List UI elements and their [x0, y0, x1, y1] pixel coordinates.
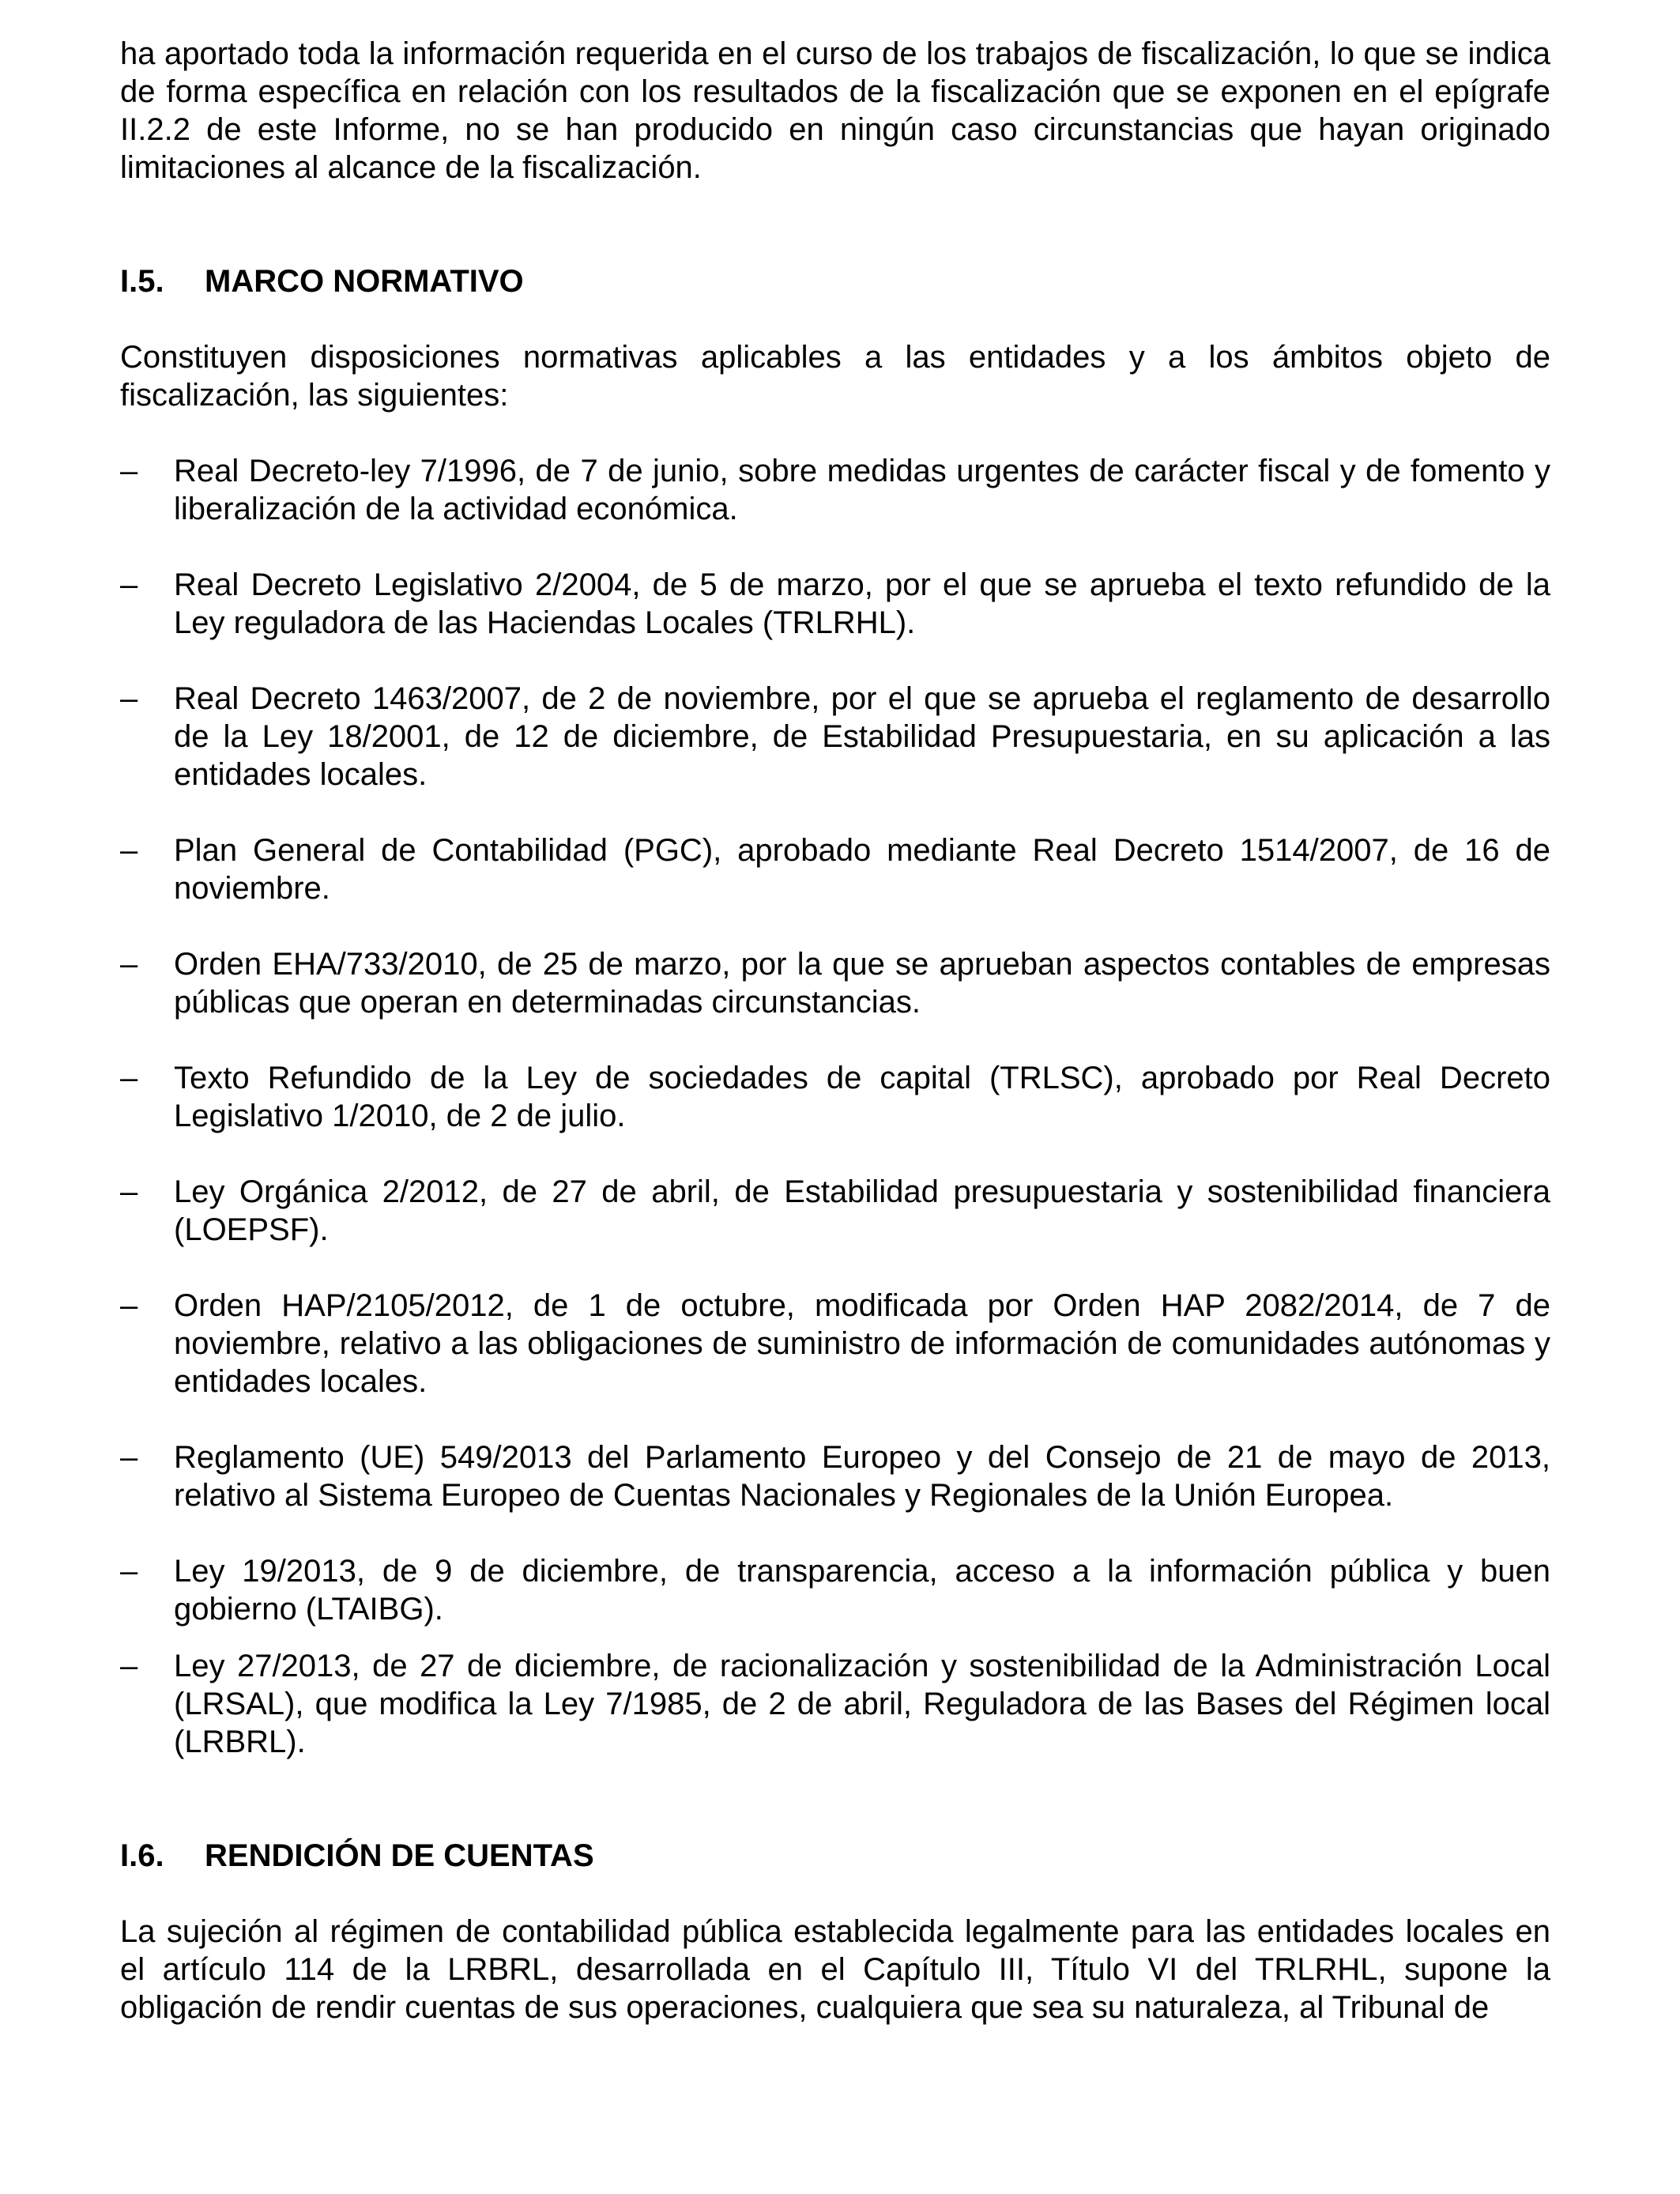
marco-lead-paragraph: Constituyen disposiciones normativas aplicables a las entidades y a los ámbitos objeto de fiscalización, las siguientes: [120, 340, 1550, 413]
dash-bullet: – [120, 833, 138, 868]
list-item [120, 945, 1550, 1021]
dash-bullet: – [120, 681, 138, 716]
intro-paragraph: ha aportado toda la información requerida en el curso de los trabajos de fiscalización, lo que se indica de forma específica en relación con los resultados de la fiscalización que se exponen en el epígrafe II.2.2 de este Informe, no se han producido en ningún caso circunstancias que hayan originado limitaciones al alcance de la fiscalización. [120, 36, 1550, 185]
section-heading-marco-normativo [120, 262, 1550, 300]
section-title: RENDICIÓN DE CUENTAS [205, 1838, 594, 1873]
list-item-text: Real Decreto-ley 7/1996, de 7 de junio, sobre medidas urgentes de carácter fiscal y de fomento y liberalización de la actividad económica. [174, 454, 1550, 526]
dash-bullet: – [120, 454, 138, 488]
list-item [120, 1438, 1550, 1514]
dash-bullet: – [120, 1061, 138, 1095]
dash-bullet: – [120, 1649, 138, 1683]
section-number: I.6. [120, 1838, 164, 1873]
list-item-text: Orden HAP/2105/2012, de 1 de octubre, modificada por Orden HAP 2082/2014, de 7 de noviembre, relativo a las obligaciones de suministro de información de comunidades autónomas y entidades locales. [174, 1288, 1550, 1399]
list-item-text: Plan General de Contabilidad (PGC), aprobado mediante Real Decreto 1514/2007, de 16 de noviembre. [174, 833, 1550, 906]
dash-bullet: – [120, 1440, 138, 1475]
list-item [120, 452, 1550, 528]
dash-bullet: – [120, 1288, 138, 1323]
dash-bullet: – [120, 1174, 138, 1209]
list-item-text: Real Decreto 1463/2007, de 2 de noviembre, por el que se aprueba el reglamento de desarrollo de la Ley 18/2001, de 12 de diciembre, de Estabilidad Presupuestaria, en su aplicación a las entidades locales. [174, 681, 1550, 792]
section-heading-rendicion-de-cuentas [120, 1837, 1550, 1875]
list-item-text: Ley 19/2013, de 9 de diciembre, de transparencia, acceso a la información pública y buen gobierno (LTAIBG). [174, 1554, 1550, 1627]
rendicion-paragraph: La sujeción al régimen de contabilidad pública establecida legalmente para las entidades locales en el artículo 114 de la LRBRL, desarrollada en el Capítulo III, Título VI del TRLRHL, supone la obligación de rendir cuentas de sus operaciones, cualquiera que sea su naturaleza, al Tribunal de [120, 1914, 1550, 2025]
list-item-text: Texto Refundido de la Ley de sociedades de capital (TRLSC), aprobado por Real Decreto Legislativo 1/2010, de 2 de julio. [174, 1061, 1550, 1133]
list-item [120, 1173, 1550, 1249]
dash-bullet: – [120, 1554, 138, 1589]
list-item-text: Ley 27/2013, de 27 de diciembre, de racionalización y sostenibilidad de la Administración Local (LRSAL), que modifica la Ley 7/1985, de 2 de abril, Reguladora de las Bases del Régimen local (LRBRL). [174, 1649, 1550, 1759]
dash-bullet: – [120, 567, 138, 602]
section-number: I.5. [120, 264, 164, 299]
list-item [120, 1059, 1550, 1135]
document-page [120, 35, 1550, 2026]
list-item [120, 680, 1550, 794]
list-item-text: Orden EHA/733/2010, de 25 de marzo, por la que se aprueban aspectos contables de empresas públicas que operan en determinadas circunstancias. [174, 947, 1550, 1020]
list-item [120, 1287, 1550, 1400]
section-title: MARCO NORMATIVO [205, 264, 524, 299]
list-item [120, 831, 1550, 907]
list-item-text: Ley Orgánica 2/2012, de 27 de abril, de Estabilidad presupuestaria y sostenibilidad financiera (LOEPSF). [174, 1174, 1550, 1247]
list-item-text: Reglamento (UE) 549/2013 del Parlamento Europeo y del Consejo de 21 de mayo de 2013, relativo al Sistema Europeo de Cuentas Nacionales y Regionales de la Unión Europea. [174, 1440, 1550, 1513]
normative-list [120, 452, 1550, 1761]
list-item-text: Real Decreto Legislativo 2/2004, de 5 de marzo, por el que se aprueba el texto refundido de la Ley reguladora de las Haciendas Locales (TRLRHL). [174, 567, 1550, 640]
list-item [120, 1552, 1550, 1628]
dash-bullet: – [120, 947, 138, 982]
list-item [120, 1647, 1550, 1761]
list-item [120, 566, 1550, 642]
